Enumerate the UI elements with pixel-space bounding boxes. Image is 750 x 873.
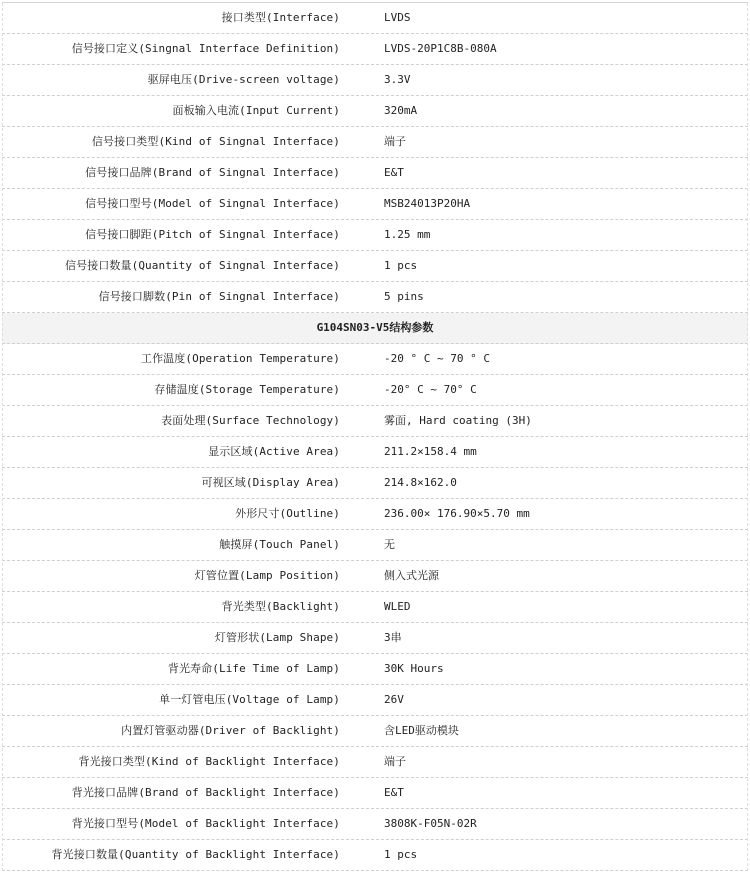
row-label: 背光接口类型(Kind of Backlight Interface) (78, 755, 340, 768)
row-value: 236.00× 176.90×5.70 mm (384, 507, 530, 520)
table-row (2, 685, 748, 716)
row-value: 214.8×162.0 (384, 476, 457, 489)
row-label: 内置灯管驱动器(Driver of Backlight) (121, 724, 340, 737)
row-label: 背光接口数量(Quantity of Backlight Interface) (51, 848, 340, 861)
table-row (2, 437, 748, 468)
table-row (2, 65, 748, 96)
row-label: 灯管形状(Lamp Shape) (214, 631, 340, 644)
row-label: 存储温度(Storage Temperature) (154, 383, 340, 396)
row-label: 触摸屏(Touch Panel) (219, 538, 340, 551)
row-label: 信号接口型号(Model of Singnal Interface) (85, 197, 340, 210)
row-value: -20° C ~ 70° C (384, 383, 477, 396)
row-label: 面板输入电流(Input Current) (172, 104, 340, 117)
row-label: 信号接口数量(Quantity of Singnal Interface) (65, 259, 340, 272)
row-label: 表面处理(Surface Technology) (161, 414, 340, 427)
row-value: -20 ° C ~ 70 ° C (384, 352, 490, 365)
row-value: LVDS (384, 11, 411, 24)
row-label: 外形尺寸(Outline) (235, 507, 340, 520)
row-value: MSB24013P20HA (384, 197, 471, 210)
row-value: 211.2×158.4 mm (384, 445, 477, 458)
table-row (2, 747, 748, 778)
row-value: 3串 (384, 631, 402, 644)
table-row (2, 220, 748, 251)
row-value: 1 pcs (384, 848, 418, 861)
row-label: 背光接口型号(Model of Backlight Interface) (71, 817, 340, 830)
table-row (2, 3, 748, 34)
table-row (2, 654, 748, 685)
table-row (2, 468, 748, 499)
table-row (2, 561, 748, 592)
row-value: 3808K-F05N-02R (384, 817, 477, 830)
row-value: E&T (384, 786, 404, 799)
table-row (2, 623, 748, 654)
row-value: 30K Hours (384, 662, 444, 675)
table-row (2, 251, 748, 282)
row-label: 信号接口脚数(Pin of Singnal Interface) (98, 290, 340, 303)
table-row (2, 189, 748, 220)
row-value: 26V (384, 693, 404, 706)
row-value: 无 (384, 538, 395, 551)
row-label: 驱屏电压(Drive-screen voltage) (147, 73, 340, 86)
row-label: 显示区域(Active Area) (208, 445, 340, 458)
row-label: 单一灯管电压(Voltage of Lamp) (159, 693, 340, 706)
row-value: 1 pcs (384, 259, 418, 272)
row-value: LVDS-20P1C8B-080A (384, 42, 497, 55)
row-value: 3.3V (384, 73, 411, 86)
table-row (2, 716, 748, 747)
table-row (2, 530, 748, 561)
row-value: 雾面, Hard coating (3H) (384, 414, 532, 427)
table-row (2, 499, 748, 530)
table-row (2, 840, 748, 871)
row-label: 信号接口定义(Singnal Interface Definition) (71, 42, 340, 55)
row-value: 5 pins (384, 290, 424, 303)
row-label: 背光寿命(Life Time of Lamp) (167, 662, 340, 675)
table-row (2, 592, 748, 623)
row-label: 可视区域(Display Area) (201, 476, 340, 489)
row-value: 端子 (384, 135, 406, 148)
table-row (2, 282, 748, 313)
row-value: 1.25 mm (384, 228, 431, 241)
row-label: 信号接口脚距(Pitch of Singnal Interface) (85, 228, 340, 241)
row-label: 信号接口类型(Kind of Singnal Interface) (91, 135, 340, 148)
row-label: 信号接口品牌(Brand of Singnal Interface) (85, 166, 340, 179)
row-value: WLED (384, 600, 411, 613)
table-left-border (2, 3, 3, 871)
table-row (2, 127, 748, 158)
row-value: 侧入式光源 (384, 569, 439, 582)
row-value: 320mA (384, 104, 418, 117)
row-label: 背光接口品牌(Brand of Backlight Interface) (71, 786, 340, 799)
table-row (2, 406, 748, 437)
spec-table (2, 2, 748, 871)
interface-section (2, 3, 748, 313)
row-label: 工作温度(Operation Temperature) (140, 352, 340, 365)
table-right-border (747, 3, 748, 871)
table-row (2, 375, 748, 406)
table-row (2, 34, 748, 65)
table-row (2, 158, 748, 189)
section-header: G104SN03-V5结构参数 (2, 313, 748, 344)
table-row (2, 344, 748, 375)
row-label: 背光类型(Backlight) (221, 600, 340, 613)
table-row (2, 809, 748, 840)
row-value: 端子 (384, 755, 406, 768)
row-label: 接口类型(Interface) (221, 11, 340, 24)
row-value: 含LED驱动模块 (384, 724, 459, 737)
row-value: E&T (384, 166, 404, 179)
structure-section (2, 344, 748, 871)
row-label: 灯管位置(Lamp Position) (194, 569, 340, 582)
table-row (2, 96, 748, 127)
table-row (2, 778, 748, 809)
